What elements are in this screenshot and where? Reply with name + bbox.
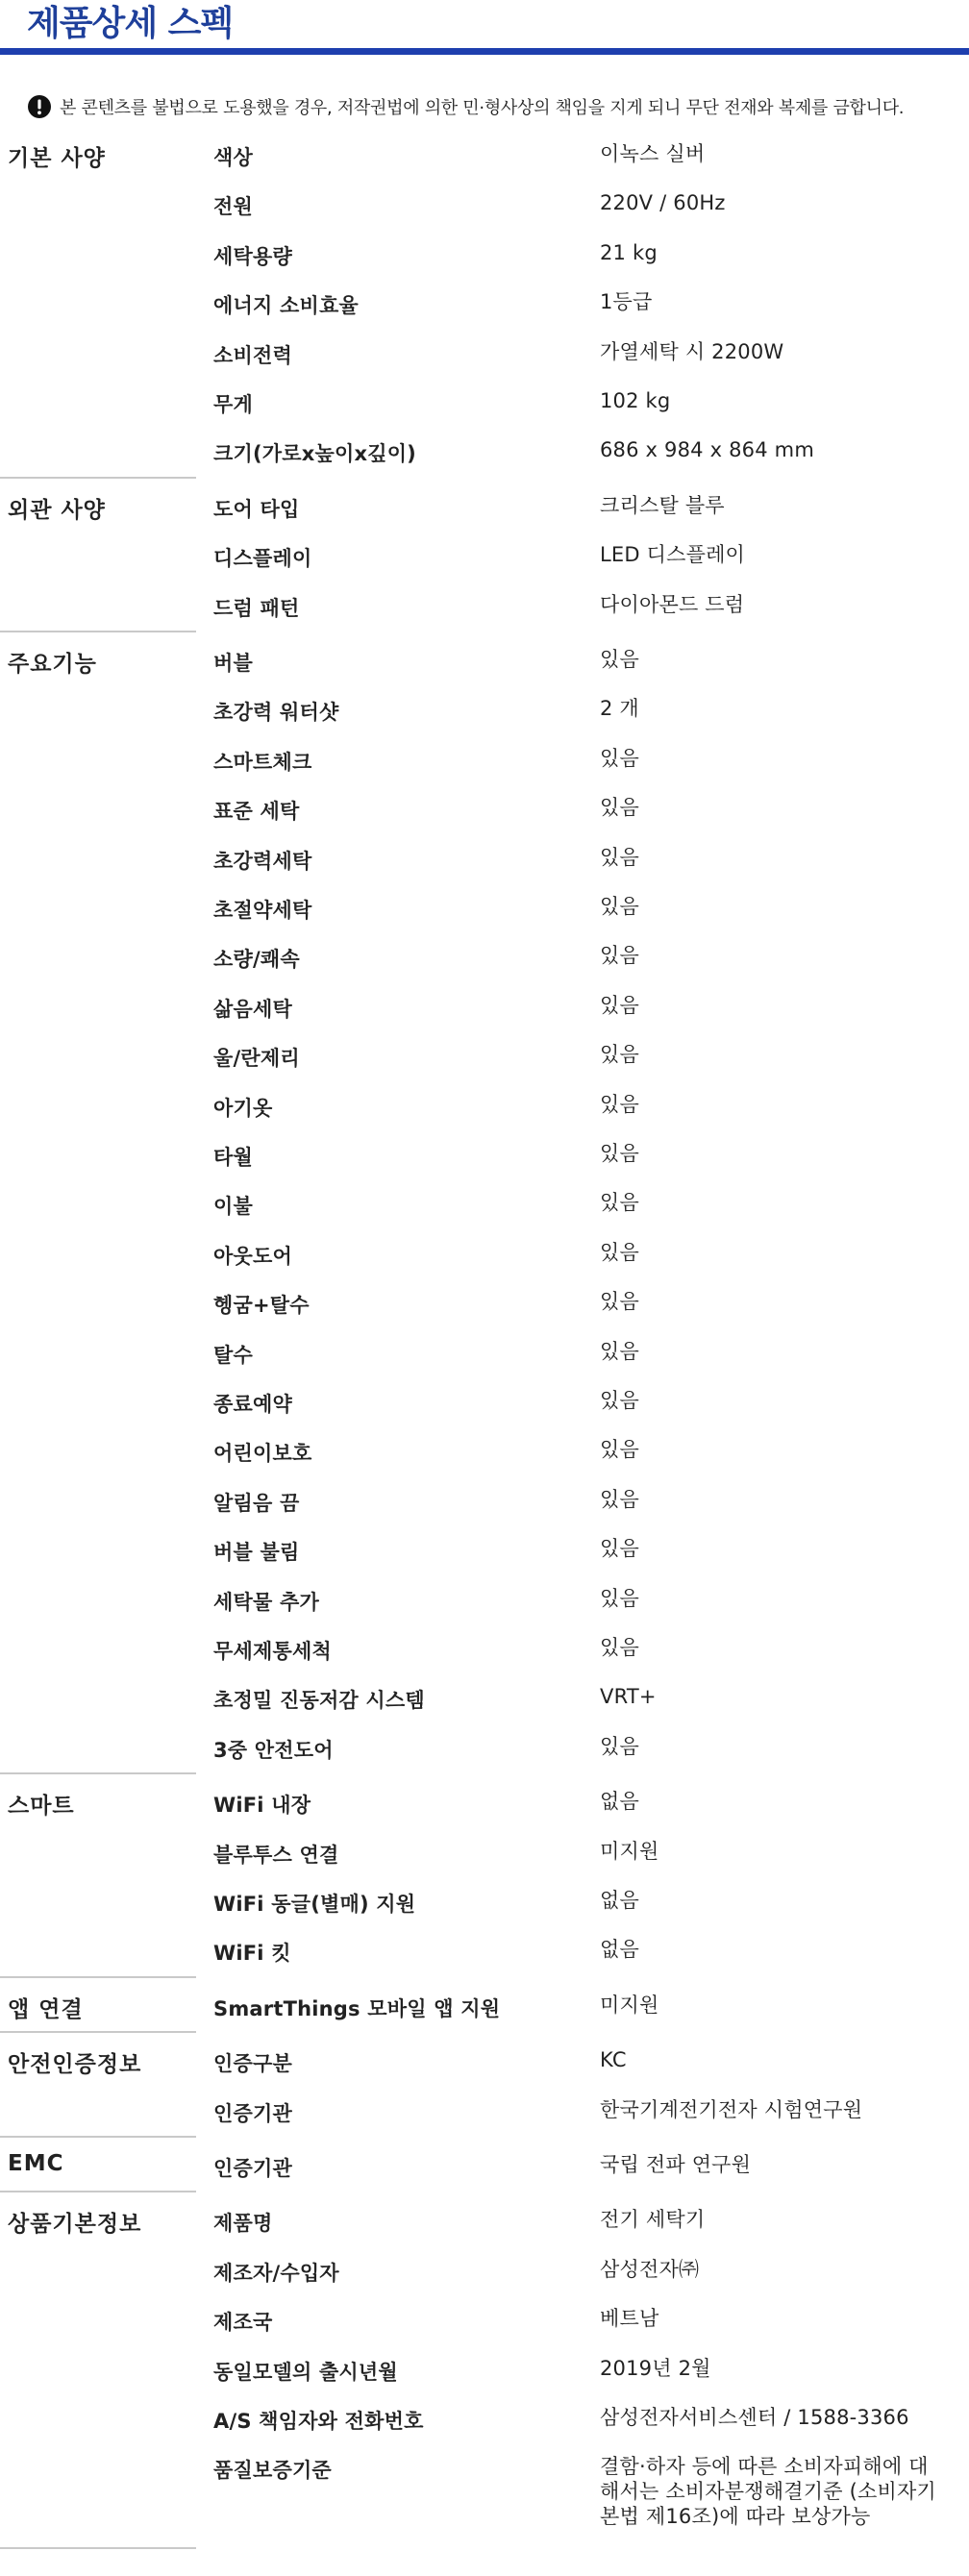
spec-value: 있음: [600, 944, 639, 968]
spec-label: 무게: [213, 393, 253, 416]
spec-value: LED 디스플레이: [600, 543, 746, 567]
spec-label: 소비전력: [213, 343, 292, 367]
section-divider: [0, 2191, 196, 2192]
spec-value: 있음: [600, 1142, 639, 1165]
spec-label: 제품명: [213, 2212, 273, 2236]
spec-value: 686 x 984 x 864 mm: [600, 438, 814, 462]
spec-value: 가열세탁 시 2200W: [600, 339, 784, 363]
section-title: 안전인증정보: [8, 2052, 142, 2078]
spec-value: 있음: [600, 895, 639, 918]
spec-value: 있음: [600, 1339, 639, 1363]
spec-label: 무세제통세척: [213, 1640, 332, 1663]
notice-text: 본 콘텐츠를 불법으로 도용했을 경우, 저작권법에 의한 민·형사상의 책임을 지게 되니 무단 전재와 복제를 금합니다.: [60, 98, 905, 118]
spec-label: 버블 불림: [213, 1541, 300, 1565]
spec-label: 제조자/수입자: [213, 2261, 339, 2285]
spec-value: VRT+: [600, 1685, 657, 1709]
spec-value: 있음: [600, 1290, 639, 1314]
spec-label: 초절약세탁: [213, 899, 312, 922]
section-divider: [0, 2031, 196, 2033]
section-title: EMC: [8, 2151, 64, 2176]
spec-label: 색상: [213, 146, 253, 169]
spec-label: 블루투스 연결: [213, 1843, 339, 1867]
spec-value: 결함·하자 등에 따른 소비자피해에 대해서는 소비자분쟁해결기준 (소비자기본법 제16조)에 따라 보상가능: [600, 2455, 936, 2529]
spec-label: 크기(가로x높이x깊이): [213, 442, 416, 466]
spec-label: 탈수: [213, 1343, 253, 1367]
spec-value: 없음: [600, 1889, 639, 1912]
section-divider: [0, 631, 196, 632]
spec-value: 없음: [600, 1790, 639, 1814]
section-title: 주요기능: [8, 652, 97, 677]
spec-label: 어린이보호: [213, 1442, 312, 1466]
spec-label: 초정밀 진동저감 시스템: [213, 1689, 425, 1713]
spec-value: 있음: [600, 1487, 639, 1511]
spec-value: 다이아몬드 드럼: [600, 592, 745, 616]
spec-label: WiFi 내장: [213, 1794, 311, 1818]
spec-label: 인증구분: [213, 2052, 292, 2076]
section-divider: [0, 477, 196, 479]
spec-label: 이불: [213, 1195, 253, 1219]
spec-value: 있음: [600, 1389, 639, 1412]
spec-value: 있음: [600, 1586, 639, 1610]
section-title: 앱 연결: [8, 1996, 84, 2022]
spec-value: 있음: [600, 1043, 639, 1067]
section-divider: [0, 1976, 196, 1978]
spec-value: 2 개: [600, 697, 639, 721]
section-divider: [0, 2136, 196, 2138]
spec-label: 아기옷: [213, 1096, 273, 1120]
spec-label: A/S 책임자와 전화번호: [213, 2410, 424, 2433]
section-title: 외관 사양: [8, 497, 106, 523]
section-title: 기본 사양: [8, 146, 106, 171]
spec-label: 동일모델의 출시년월: [213, 2360, 398, 2384]
spec-label: 타월: [213, 1146, 253, 1169]
spec-value: 삼성전자㈜: [600, 2257, 700, 2281]
spec-label: 스마트체크: [213, 750, 312, 774]
spec-label: SmartThings 모바일 앱 지원: [213, 1996, 501, 2020]
spec-value: 있음: [600, 993, 639, 1017]
spec-label: 세탁용량: [213, 244, 292, 268]
spec-value: 미지원: [600, 1839, 659, 1863]
spec-label: 알림음 끔: [213, 1491, 300, 1515]
page-header: [0, 0, 969, 58]
spec-label: 디스플레이: [213, 547, 312, 571]
spec-label: 도어 타입: [213, 497, 300, 521]
spec-value: 2019년 2월: [600, 2356, 711, 2380]
spec-value: 국립 전파 연구원: [600, 2153, 752, 2176]
spec-value: KC: [600, 2048, 627, 2072]
spec-value: 크리스탈 블루: [600, 493, 725, 517]
spec-value: 미지원: [600, 1993, 659, 2017]
spec-label: 울/란제리: [213, 1047, 300, 1071]
spec-label: 초강력세탁: [213, 849, 312, 873]
spec-table: [0, 133, 969, 2555]
spec-label: 품질보증기준: [213, 2459, 332, 2483]
spec-label: 종료예약: [213, 1393, 292, 1416]
spec-value: 있음: [600, 648, 639, 671]
spec-label: 전원: [213, 195, 253, 219]
spec-value: 전기 세탁기: [600, 2208, 706, 2232]
spec-label: 헹굼+탈수: [213, 1294, 310, 1318]
spec-value: 베트남: [600, 2307, 659, 2331]
spec-value: 없음: [600, 1938, 639, 1962]
spec-label: 초강력 워터샷: [213, 701, 339, 725]
spec-label: 표준 세탁: [213, 800, 300, 824]
spec-value: 삼성전자서비스센터 / 1588-3366: [600, 2406, 909, 2429]
spec-label: 제조국: [213, 2311, 273, 2335]
spec-value: 있음: [600, 1636, 639, 1659]
exclamation-icon: [27, 94, 52, 119]
spec-value: 220V / 60Hz: [600, 191, 726, 215]
spec-value: 이녹스 실버: [600, 142, 706, 165]
spec-value: 1등급: [600, 290, 653, 314]
spec-value: 한국기계전기전자 시험연구원: [600, 2097, 863, 2121]
spec-label: 에너지 소비효율: [213, 294, 359, 318]
spec-label: 삶음세탁: [213, 997, 292, 1021]
spec-value: 102 kg: [600, 389, 671, 412]
spec-value: 있음: [600, 1734, 639, 1758]
spec-value: 있음: [600, 845, 639, 869]
section-title: 스마트: [8, 1794, 75, 1820]
spec-value: 있음: [600, 796, 639, 820]
spec-value: 21 kg: [600, 240, 658, 264]
spec-label: 세탁물 추가: [213, 1590, 319, 1614]
spec-label: 소량/쾌속: [213, 948, 300, 972]
table-bottom-divider: [0, 2547, 196, 2549]
section-divider: [0, 1772, 196, 1774]
spec-value: 있음: [600, 1092, 639, 1116]
section-title: 상품기본정보: [8, 2212, 142, 2238]
spec-value: 있음: [600, 746, 639, 770]
spec-value: 있음: [600, 1537, 639, 1561]
spec-label: WiFi 동글(별매) 지원: [213, 1893, 416, 1916]
spec-label: 인증기관: [213, 2101, 292, 2125]
title-underline: [0, 48, 969, 55]
copyright-notice: [0, 58, 969, 133]
spec-value: 있음: [600, 1191, 639, 1215]
spec-value: 있음: [600, 1438, 639, 1462]
spec-value: 있음: [600, 1240, 639, 1264]
page-title: 제품상세 스펙: [27, 4, 234, 43]
spec-label: 드럼 패턴: [213, 596, 300, 620]
spec-label: 인증기관: [213, 2157, 292, 2180]
spec-label: 3중 안전도어: [213, 1738, 334, 1762]
spec-label: 아웃도어: [213, 1244, 292, 1268]
spec-label: WiFi 킷: [213, 1942, 291, 1966]
spec-label: 버블: [213, 652, 253, 675]
